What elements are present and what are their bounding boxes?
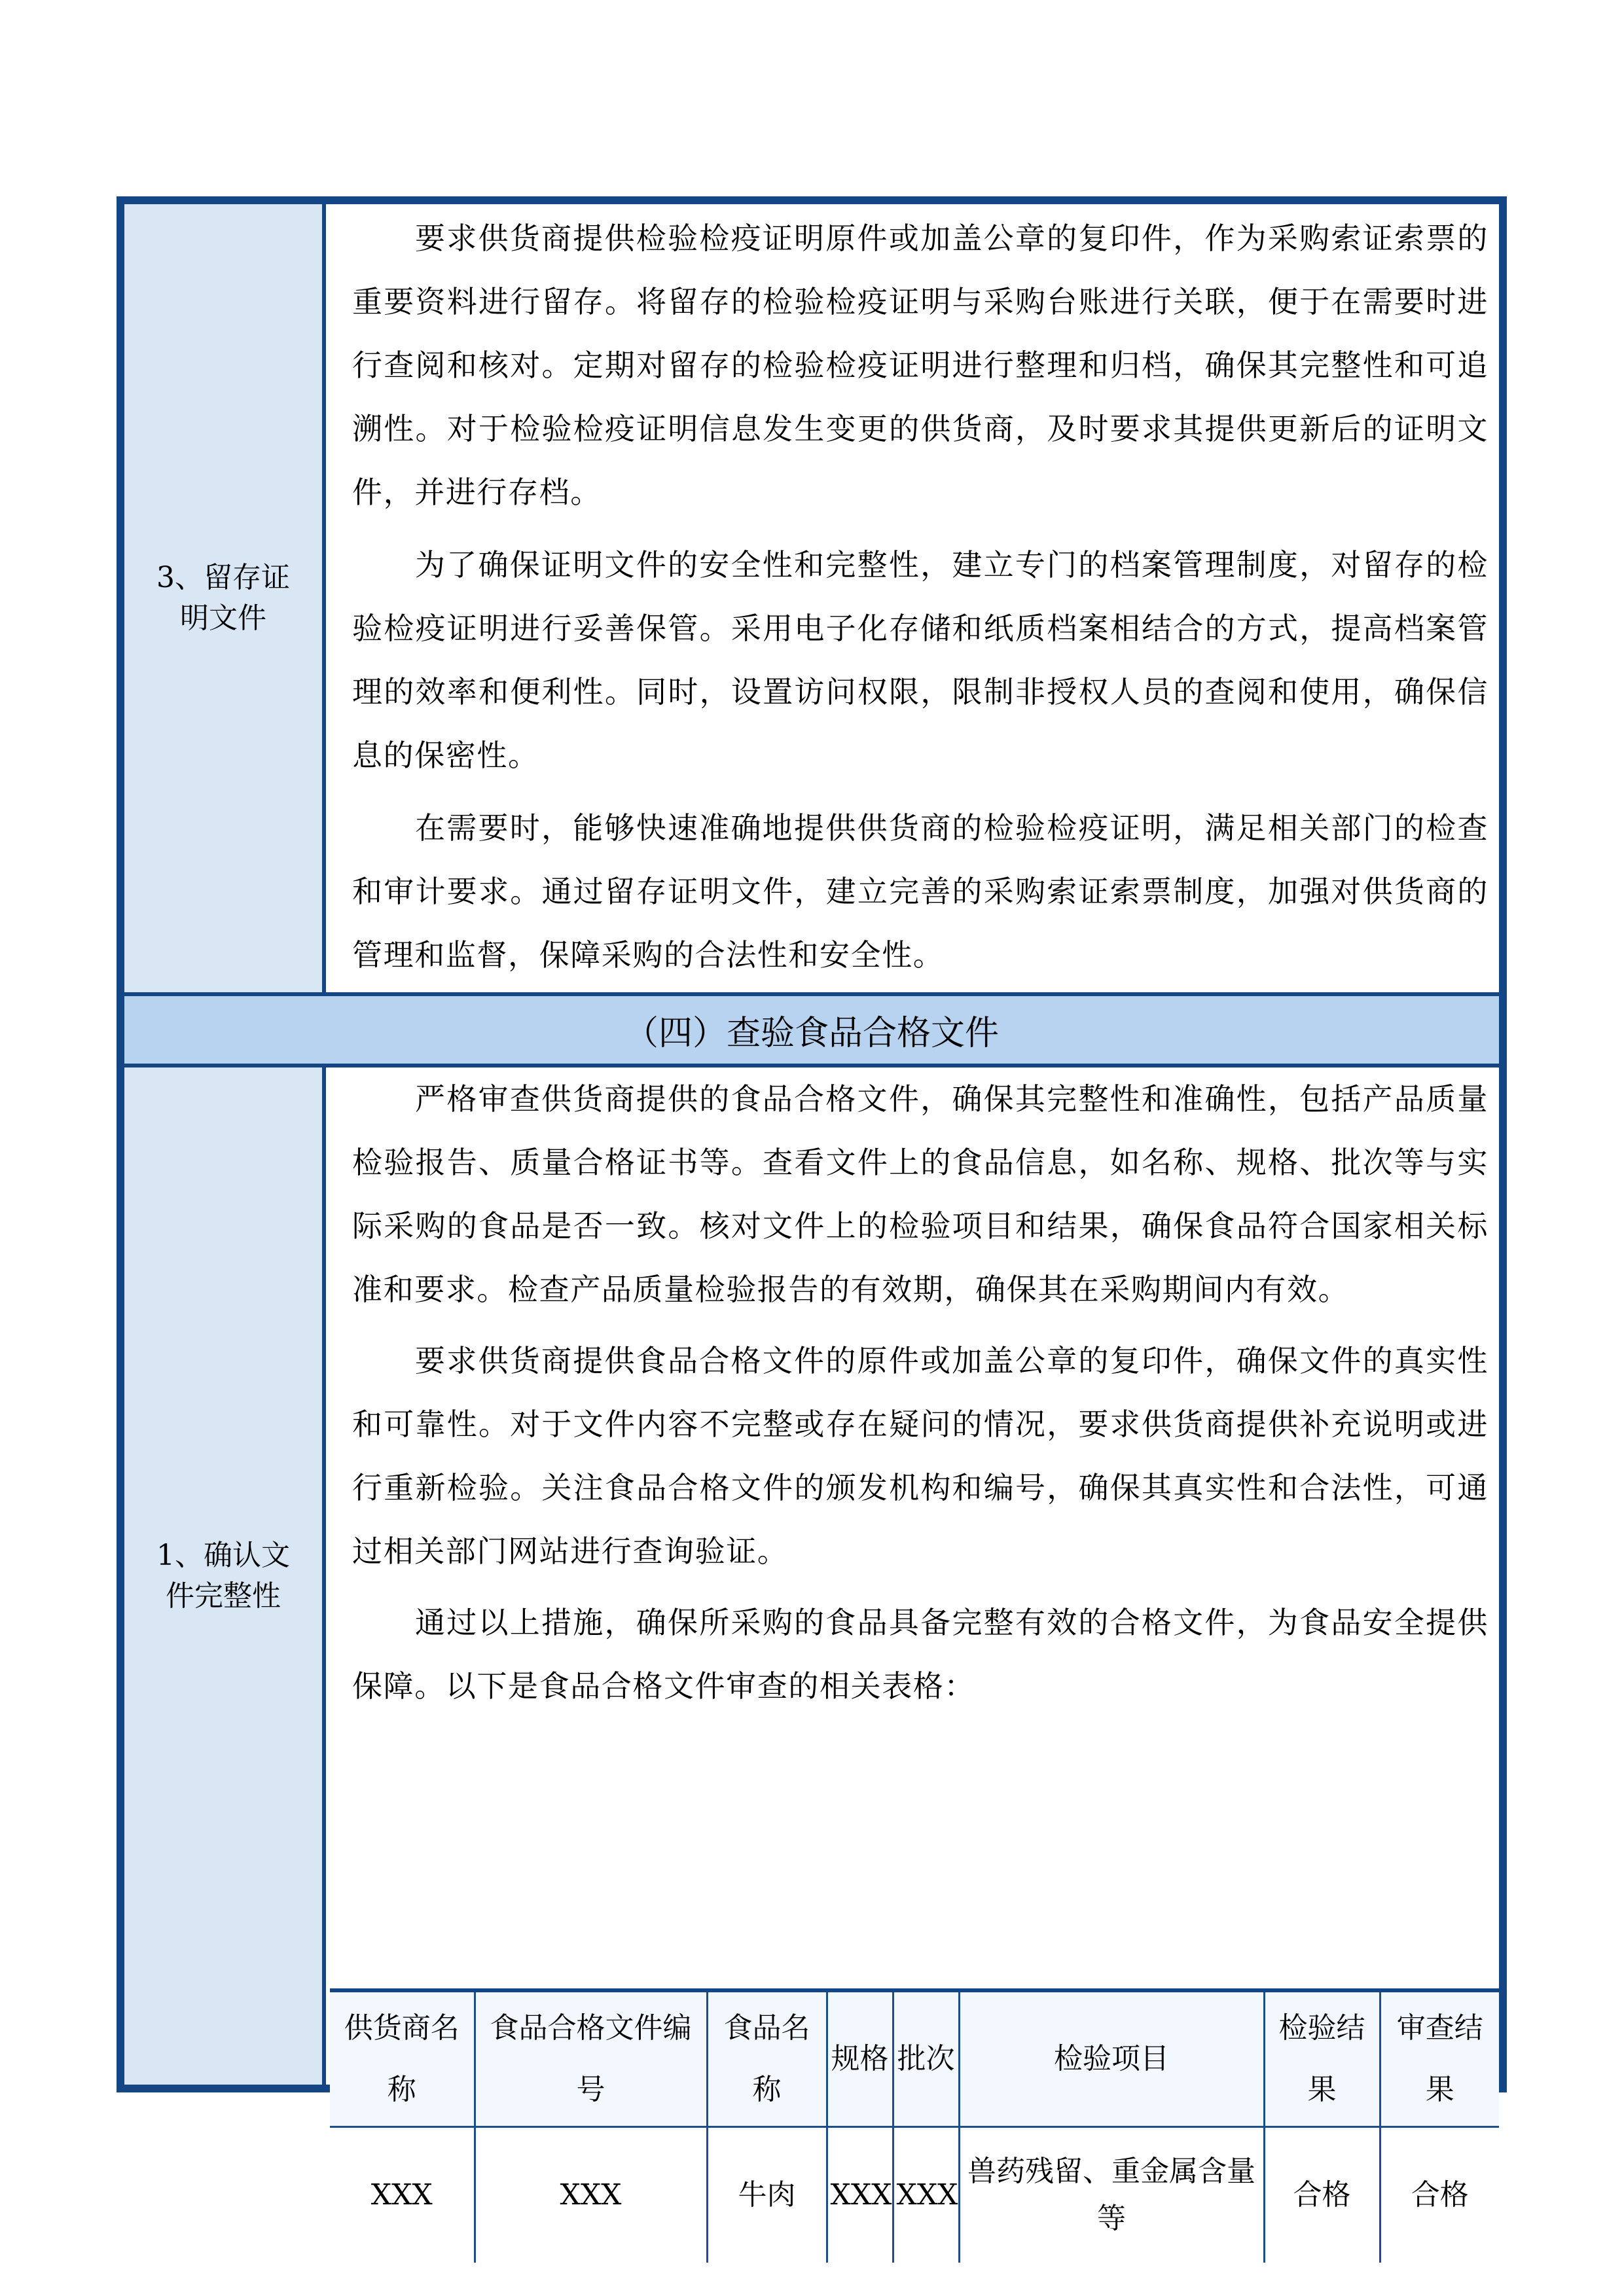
- header-supplier-name: 供货商名称: [330, 1990, 475, 2127]
- cell-certificate-number: XXX: [475, 2127, 707, 2263]
- row-retain-documents: [124, 204, 1499, 992]
- section-title: （四）查验食品合格文件: [624, 1014, 999, 1053]
- cell-batch: XXX: [893, 2127, 959, 2263]
- table-row: [330, 2127, 1499, 2263]
- table-header-row: [330, 1990, 1499, 2127]
- row-label: 3、留存证明文件: [156, 561, 290, 635]
- header-specification: 规格: [827, 1990, 893, 2127]
- header-certificate-number: 食品合格文件编号: [475, 1990, 707, 2127]
- paragraph: 严格审查供货商提供的食品合格文件，确保其完整性和准确性，包括产品质量检验报告、质量合格证书等。查看文件上的食品信息，如名称、规格、批次等与实际采购的食品是否一致。核对文件上的检验项目和结果，确保食品符合国家相关标准和要求。检查产品质量检验报告的有效期，确保其在采购期间内有效。: [352, 1081, 1489, 1307]
- paragraph: 在需要时，能够快速准确地提供供货商的检验检疫证明，满足相关部门的检查和审计要求。通过留存证明文件，建立完善的采购索证索票制度，加强对供货商的管理和监督，保障采购的合法性和安全性。: [352, 810, 1489, 973]
- row-content-cell: [330, 1067, 1499, 2085]
- paragraph: 为了确保证明文件的安全性和完整性，建立专门的档案管理制度，对留存的检验检疫证明进行妥善保管。采用电子化存储和纸质档案相结合的方式，提高档案管理的效率和便利性。同时，设置访问权限，限制非授权人员的查阅和使用，确保信息的保密性。: [352, 547, 1489, 773]
- row-label-cell: [124, 204, 326, 992]
- paragraph: 要求供货商提供检验检疫证明原件或加盖公章的复印件，作为采购索证索票的重要资料进行留存。将留存的检验检疫证明与采购台账进行关联，便于在需要时进行查阅和核对。定期对留存的检验检疫证明进行整理和归档，确保其完整性和可追溯性。对于检验检疫证明信息发生变更的供货商，及时要求其提供更新后的证明文件，并进行存档。: [352, 221, 1489, 510]
- cell-supplier-name: XXX: [330, 2127, 475, 2263]
- paragraph: 要求供货商提供食品合格文件的原件或加盖公章的复印件，确保文件的真实性和可靠性。对于文件内容不完整或存在疑问的情况，要求供货商提供补充说明或进行重新检验。关注食品合格文件的颁发机构和编号，确保其真实性和合法性，可通过相关部门网站进行查询验证。: [352, 1343, 1489, 1569]
- header-batch: 批次: [893, 1990, 959, 2127]
- row-label-cell: [124, 1067, 326, 2085]
- cell-review-result: 合格: [1380, 2127, 1499, 2263]
- row-content-cell: [330, 204, 1499, 992]
- cell-food-name: 牛肉: [707, 2127, 827, 2263]
- header-food-name: 食品名称: [707, 1990, 827, 2127]
- cell-inspection-items: 兽药残留、重金属含量等: [959, 2127, 1264, 2263]
- row-confirm-completeness: [124, 1067, 1499, 2235]
- header-inspection-result: 检验结果: [1264, 1990, 1380, 2127]
- cell-inspection-result: 合格: [1264, 2127, 1380, 2263]
- cell-specification: XXX: [827, 2127, 893, 2263]
- header-inspection-items: 检验项目: [959, 1990, 1264, 2127]
- header-review-result: 审查结果: [1380, 1990, 1499, 2127]
- section-header: [124, 992, 1499, 1067]
- row-label: 1、确认文件完整性: [156, 1539, 290, 1613]
- document-table: [117, 196, 1507, 2235]
- food-qualification-table: [330, 1988, 1499, 2263]
- paragraph: 通过以上措施，确保所采购的食品具备完整有效的合格文件，为食品安全提供保障。以下是食品合格文件审查的相关表格：: [352, 1605, 1489, 1704]
